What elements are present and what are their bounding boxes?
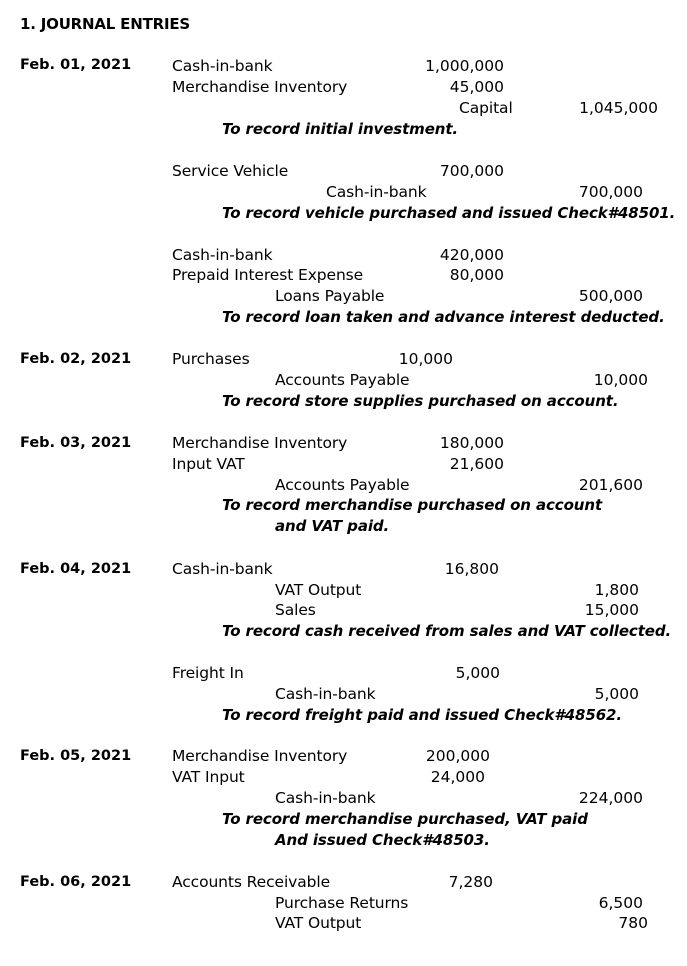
debit-amount: 700,000: [439, 162, 504, 180]
debit-amount: 21,600: [449, 455, 504, 473]
account-name: Cash-in-bank: [275, 789, 376, 807]
entry-date: Feb. 05, 2021: [20, 748, 132, 764]
account-name: Accounts Payable: [275, 371, 410, 389]
entry-date: Feb. 03, 2021: [20, 435, 132, 451]
debit-amount: 420,000: [439, 246, 504, 264]
debit-amount: 24,000: [430, 768, 485, 786]
debit-amount: 45,000: [449, 78, 504, 96]
debit-amount: 1,000,000: [425, 57, 504, 75]
entry-date: Feb. 01, 2021: [20, 57, 132, 73]
credit-amount: 10,000: [593, 371, 648, 389]
account-name: Accounts Payable: [275, 476, 410, 494]
account-name: Input VAT: [172, 455, 245, 473]
account-name: Purchases: [172, 350, 250, 368]
credit-amount: 1,045,000: [579, 99, 658, 117]
entry-memo-continued: and VAT paid.: [275, 517, 390, 535]
account-name: Cash-in-bank: [172, 57, 273, 75]
account-name: Prepaid Interest Expense: [172, 266, 364, 284]
account-name: Capital: [459, 99, 513, 117]
entry-memo: To record vehicle purchased and issued Check#48501.: [222, 204, 676, 222]
account-name: Service Vehicle: [172, 162, 289, 180]
account-name: Merchandise Inventory: [172, 78, 348, 96]
section-heading: 1. JOURNAL ENTRIES: [20, 15, 190, 33]
account-name: VAT Output: [275, 581, 362, 599]
credit-amount: 6,500: [598, 894, 643, 912]
entry-memo: To record freight paid and issued Check#48562.: [222, 706, 622, 724]
entry-memo: To record loan taken and advance interest deducted.: [222, 308, 665, 326]
credit-amount: 15,000: [584, 601, 639, 619]
entry-date: Feb. 04, 2021: [20, 561, 132, 577]
account-name: Accounts Receivable: [172, 873, 331, 891]
account-name: Merchandise Inventory: [172, 434, 348, 452]
entry-memo-continued: And issued Check#48503.: [275, 831, 490, 849]
debit-amount: 10,000: [398, 350, 453, 368]
credit-amount: 780: [618, 914, 648, 932]
account-name: Cash-in-bank: [172, 560, 273, 578]
credit-amount: 500,000: [578, 287, 643, 305]
debit-amount: 180,000: [439, 434, 504, 452]
account-name: VAT Output: [275, 914, 362, 932]
account-name: Cash-in-bank: [172, 246, 273, 264]
entry-date: Feb. 02, 2021: [20, 351, 132, 367]
account-name: Cash-in-bank: [275, 685, 376, 703]
entry-date: Feb. 06, 2021: [20, 874, 132, 890]
credit-amount: 201,600: [578, 476, 643, 494]
account-name: Cash-in-bank: [326, 183, 427, 201]
account-name: Sales: [275, 601, 316, 619]
debit-amount: 200,000: [425, 747, 490, 765]
debit-amount: 5,000: [455, 664, 500, 682]
entry-memo: To record store supplies purchased on account.: [222, 392, 619, 410]
credit-amount: 224,000: [578, 789, 643, 807]
debit-amount: 7,280: [448, 873, 493, 891]
account-name: Freight In: [172, 664, 244, 682]
account-name: Loans Payable: [275, 287, 385, 305]
account-name: Purchase Returns: [275, 894, 409, 912]
credit-amount: 700,000: [578, 183, 643, 201]
entry-memo: To record merchandise purchased, VAT paid: [222, 810, 588, 828]
credit-amount: 1,800: [594, 581, 639, 599]
entry-memo: To record cash received from sales and VAT collected.: [222, 622, 672, 640]
entry-memo: To record merchandise purchased on account: [222, 496, 603, 514]
debit-amount: 16,800: [444, 560, 499, 578]
account-name: VAT Input: [172, 768, 245, 786]
debit-amount: 80,000: [449, 266, 504, 284]
entry-memo: To record initial investment.: [222, 120, 459, 138]
account-name: Merchandise Inventory: [172, 747, 348, 765]
credit-amount: 5,000: [594, 685, 639, 703]
